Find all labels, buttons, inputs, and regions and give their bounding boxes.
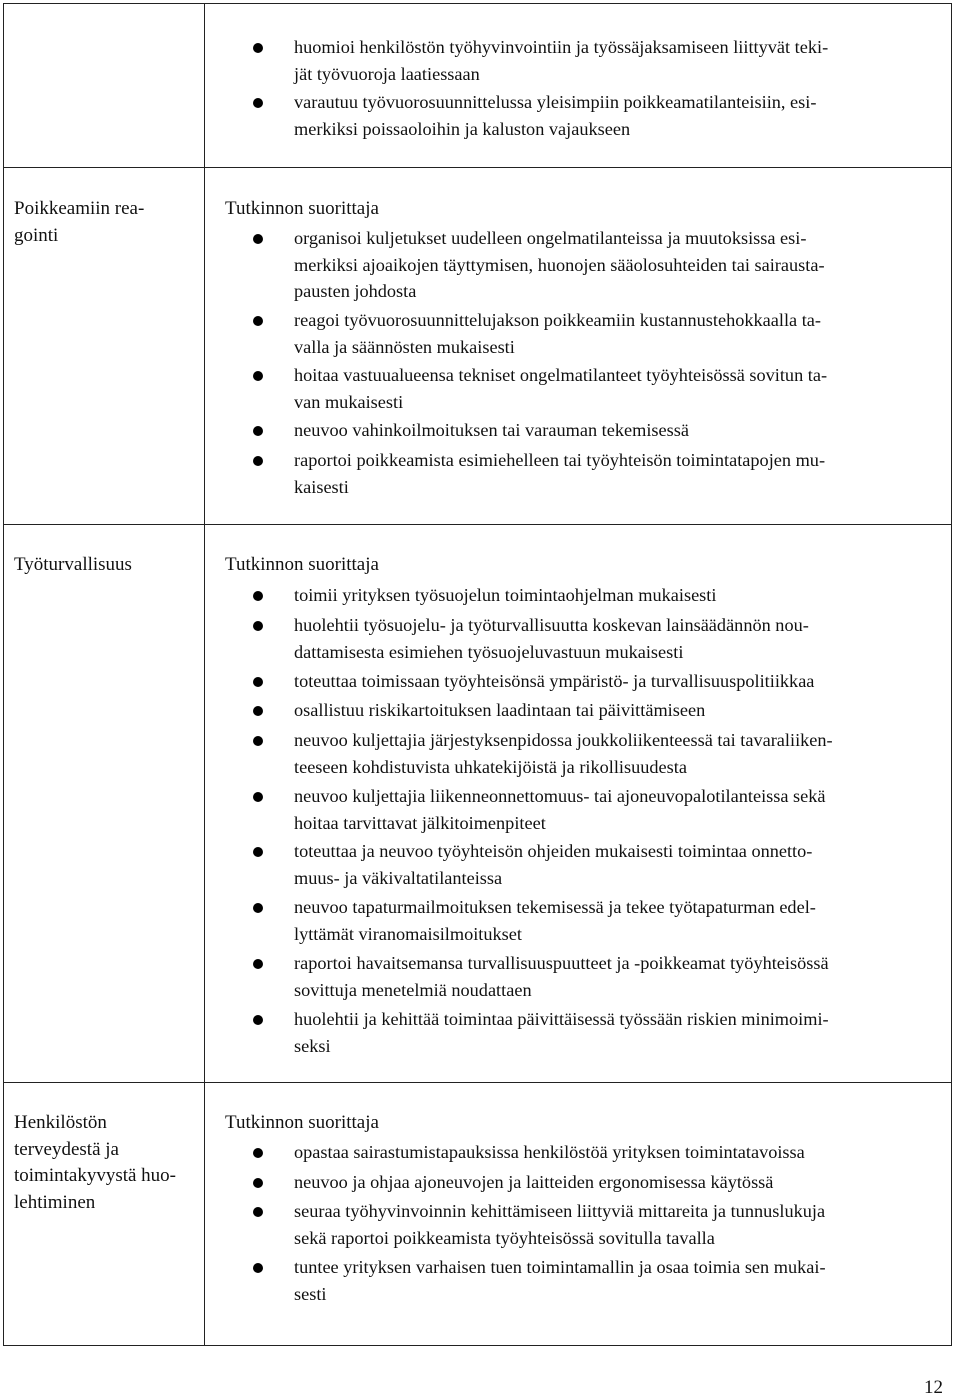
list-item-line: raportoi poikkeamista esimiehelleen tai työyhteisön toimintatapojen mu- [294,450,826,470]
list-item-line: hoitaa tarvittavat jälkitoimenpiteet [294,812,546,833]
list-item-line: neuvoo kuljettajia liikenneonnettomuus- tai ajoneuvopalotilanteissa sekä [294,786,826,806]
list-item-line: valla ja säännösten mukaisesti [294,336,515,357]
bullet-icon [253,426,263,436]
list-item [294,1254,950,1307]
list-item-line: teeseen kohdistuvista uhkatekijöistä ja rikollisuudesta [294,756,687,777]
list-item-line: raportoi havaitsemansa turvallisuuspuutteet ja -poikkeamat työyhteisössä [294,953,829,973]
bullet-icon [253,316,263,326]
section-header: Tutkinnon suorittaja [225,554,379,575]
list-item [294,417,950,444]
list-item-line: neuvoo tapaturmailmoituksen tekemisessä ja tekee työtapaturman edel- [294,897,816,917]
bullet-icon [253,736,263,746]
list-item-line: toimii yrityksen työsuojelun toimintaohjelman mukaisesti [294,585,717,605]
list-item [294,668,950,695]
list-item [294,225,950,305]
list-item [294,362,950,415]
list-item [294,1006,950,1059]
row-label-line: toimintakyvystä huo- [14,1165,177,1186]
list-item-line: tuntee yrityksen varhaisen tuen toimintamallin ja osaa toimia sen mukai- [294,1257,826,1277]
list-item [294,697,950,724]
bullet-icon [253,1178,263,1188]
list-item-line: dattamisesta esimiehen työsuojeluvastuun mukaisesti [294,641,684,662]
list-item [294,89,950,142]
bullet-icon [253,1263,263,1273]
list-item-line: toteuttaa toimissaan työyhteisönsä ympäristö- ja turvallisuuspolitiikkaa [294,671,815,691]
section-header: Tutkinnon suorittaja [225,1112,379,1133]
list-item-line: merkiksi poissaoloihin ja kaluston vajaukseen [294,118,631,139]
list-item-line: lyttämät viranomaisilmoitukset [294,923,522,944]
list-item [294,1169,950,1196]
bullet-icon [253,847,263,857]
list-item-line: huolehtii työsuojelu- ja työturvallisuutta koskevan lainsäädännön nou- [294,615,809,635]
bullet-icon [253,43,263,53]
column-divider [204,3,205,1346]
list-item-line: pausten johdosta [294,281,417,301]
list-item-line: organisoi kuljetukset uudelleen ongelmatilanteissa ja muutoksissa esi- [294,228,807,248]
bullet-icon [253,591,263,601]
list-item [294,1198,950,1251]
row-label-line: Työturvallisuus [14,554,132,575]
row-label-line: terveydestä ja [14,1138,119,1160]
list-item [294,1139,950,1166]
section-header: Tutkinnon suorittaja [225,198,379,219]
row-label-line: Henkilöstön [14,1112,107,1133]
list-item-line: seksi [294,1035,331,1056]
list-item-line: opastaa sairastumistapauksissa henkilöstöä yrityksen toimintatavoissa [294,1142,805,1162]
bullet-icon [253,959,263,969]
list-item [294,950,950,1003]
list-item-line: sesti [294,1283,327,1304]
list-item-line: kaisesti [294,476,349,497]
row-label-line: lehtiminen [14,1191,96,1213]
row-label-line: gointi [14,224,59,246]
bullet-icon [253,1015,263,1025]
list-item [294,307,950,360]
bullet-icon [253,456,263,466]
list-item-line: osallistuu riskikartoituksen laadintaan tai päivittämiseen [294,700,706,720]
page-number: 12 [924,1377,943,1398]
row-label [14,552,194,579]
list-item [294,727,950,780]
bullet-icon [253,621,263,631]
bullet-icon [253,792,263,802]
list-item-line: muus- ja väkivaltatilanteissa [294,867,503,888]
list-item-line: neuvoo kuljettajia järjestyksenpidossa joukkoliikenteessä tai tavaraliiken- [294,730,833,750]
row-divider [3,1082,952,1083]
bullet-icon [253,677,263,687]
bullet-icon [253,371,263,381]
list-item-line: sekä raportoi poikkeamista työyhteisössä sovitulla tavalla [294,1227,715,1248]
bullet-icon [253,903,263,913]
list-item-line: neuvoo vahinkoilmoituksen tai varauman tekemisessä [294,420,689,440]
list-item-line: seuraa työhyvinvoinnin kehittämiseen liittyviä mittareita ja tunnuslukuja [294,1201,826,1221]
row-label-line: Poikkeamiin rea- [14,198,145,219]
list-item [294,838,950,891]
list-item-line: jät työvuoroja laatiessaan [294,63,480,84]
list-item [294,894,950,947]
list-item [294,612,950,665]
bullet-icon [253,1207,263,1217]
bullet-icon [253,234,263,244]
list-item-line: hoitaa vastuualueensa tekniset ongelmatilanteet työyhteisössä sovitun ta- [294,365,828,385]
list-item-line: huolehtii ja kehittää toimintaa päivittäisessä työssään riskien minimoimi- [294,1009,829,1029]
list-item [294,34,950,87]
list-item-line: reagoi työvuorosuunnittelujakson poikkeamiin kustannustehokkaalla ta- [294,310,821,330]
bullet-icon [253,706,263,716]
row-divider [3,167,952,168]
row-label [14,1110,194,1216]
list-item-line: van mukaisesti [294,391,404,412]
bullet-icon [253,1148,263,1158]
list-item-line: huomioi henkilöstön työhyvinvointiin ja työssäjaksamiseen liittyvät teki- [294,37,829,57]
list-item-line: varautuu työvuorosuunnittelussa yleisimpiin poikkeamatilanteisiin, esi- [294,92,817,112]
list-item-line: merkiksi ajoaikojen täyttymisen, huonojen sääolosuhteiden tai sairausta- [294,254,825,275]
list-item-line: sovittuja menetelmiä noudattaen [294,979,532,1000]
row-label [14,196,194,249]
bullet-icon [253,98,263,108]
list-item-line: neuvoo ja ohjaa ajoneuvojen ja laitteiden ergonomisessa käytössä [294,1172,774,1192]
list-item-line: toteuttaa ja neuvoo työyhteisön ohjeiden mukaisesti toimintaa onnetto- [294,841,813,861]
list-item [294,783,950,836]
row-divider [3,524,952,525]
list-item [294,582,950,609]
list-item [294,447,950,500]
